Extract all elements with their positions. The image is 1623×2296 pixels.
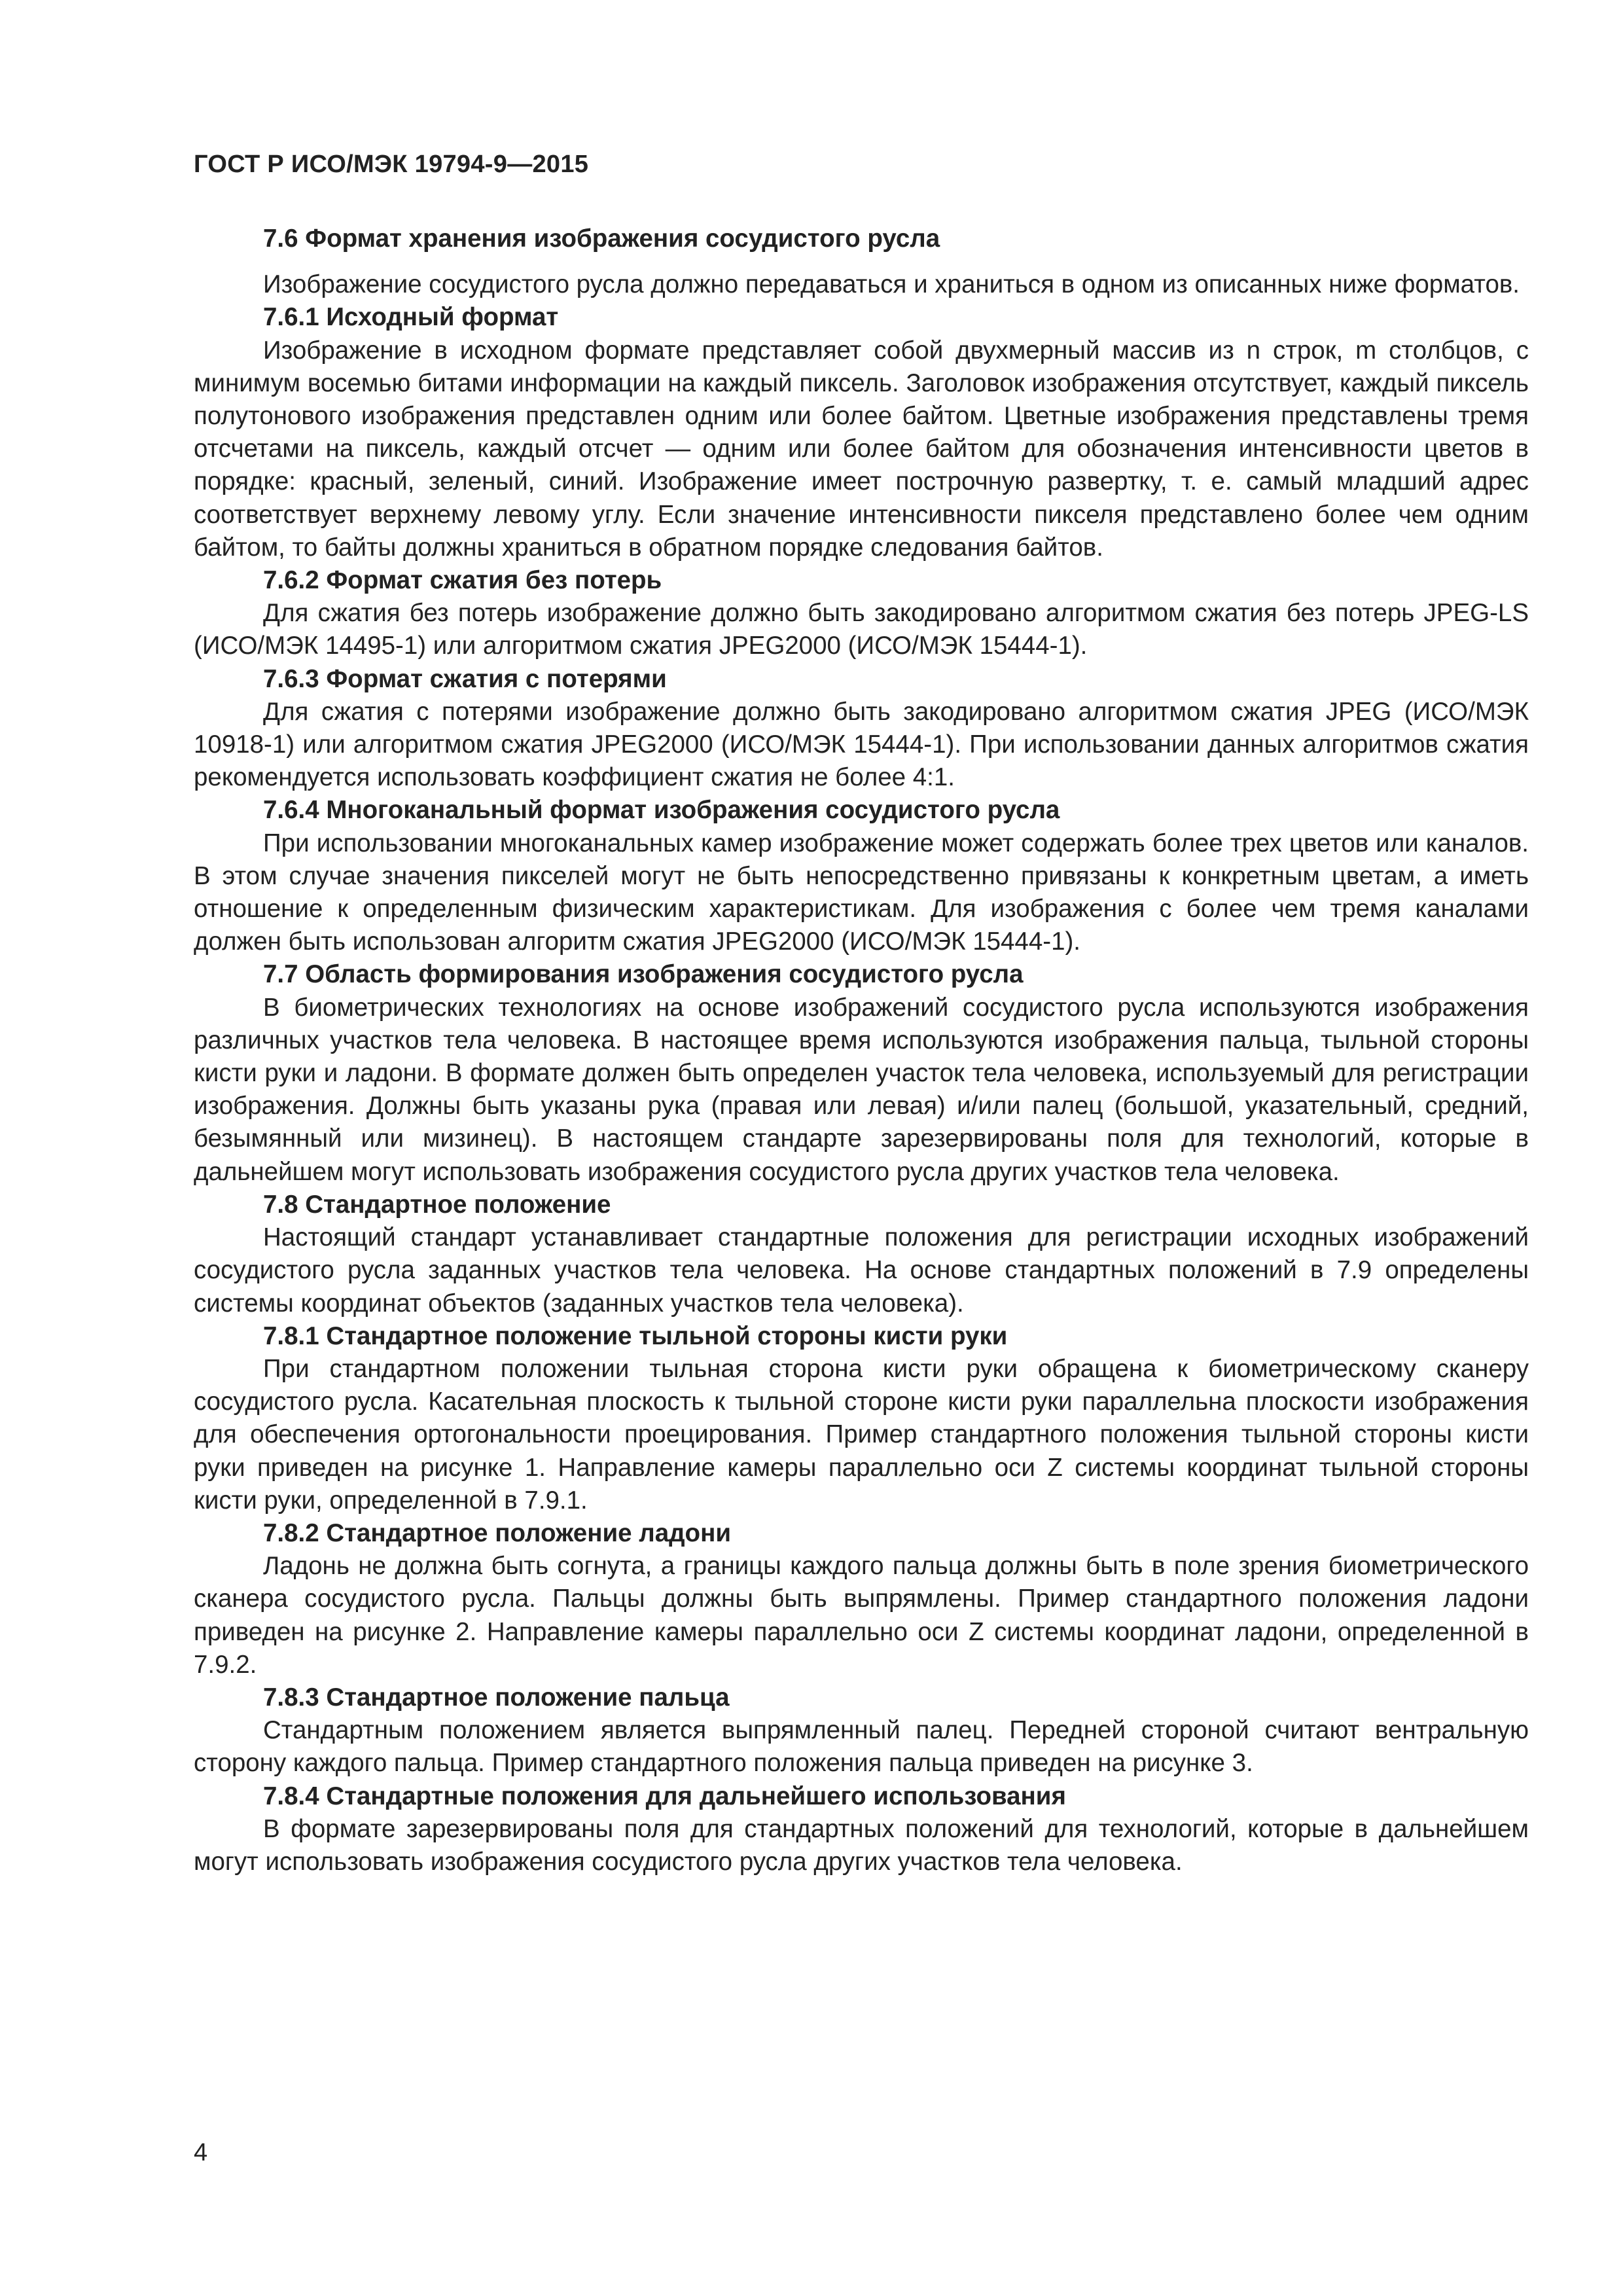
paragraph-7-8-4: В формате зарезервированы поля для стандартных положений для технологий, которые в дальнейшем могут использовать изображения сосудистого русла других участков тела человека. [194,1814,1529,1876]
paragraph-7-6-3: Для сжатия с потерями изображение должно быть закодировано алгоритмом сжатия JPEG (ИСО/МЭК 10918-1) или алгоритмом сжатия JPEG2000 (ИСО/МЭК 15444-1). При использовании данных алгоритмов сжатия рекомендуется использовать коэффициент сжатия не более 4:1. [194,697,1529,792]
paragraph-7-8-3: Стандартным положением является выпрямленный палец. Передней стороной считают вентральную сторону каждого пальца. Пример стандартного положения пальца приведен на рисунке 3. [194,1716,1529,1778]
section-heading-7-8: 7.8 Стандартное положение [263,1190,611,1219]
section-heading-7-6-1: 7.6.1 Исходный формат [263,303,559,332]
paragraph-7-8-1: При стандартном положении тыльная сторона кисти руки обращена к биометрическому сканеру сосудистого русла. Касательная плоскость к тыльной стороне кисти руки параллельна плоскости изображения для обеспечения ортогональности проецирования. Пример стандартного положения тыльной стороны кисти руки приведен на рисунке 1. Направление камеры параллельно оси Z системы координат тыльной стороны кисти руки, определенной в 7.9.1. [194,1354,1529,1515]
paragraph-7-6-4: При использовании многоканальных камер изображение может содержать более трех цветов или каналов. В этом случае значения пикселей могут не быть непосредственно привязаны к конкретным цветам, а иметь отношение к определенным физическим характеристикам. Для изображения с более чем тремя каналами должен быть использован алгоритм сжатия JPEG2000 (ИСО/МЭК 15444-1). [194,829,1529,956]
section-heading-7-6: 7.6 Формат хранения изображения сосудистого русла [263,224,940,253]
page-header: ГОСТ Р ИСО/МЭК 19794-9—2015 [194,151,589,178]
section-heading-7-8-2: 7.8.2 Стандартное положение ладони [263,1518,731,1547]
section-heading-7-6-2: 7.6.2 Формат сжатия без потерь [263,566,662,595]
section-heading-7-6-3: 7.6.3 Формат сжатия с потерями [263,664,667,693]
page-number: 4 [194,2139,208,2166]
paragraph-7-6-2: Для сжатия без потерь изображение должно быть закодировано алгоритмом сжатия без потерь JPEG-LS (ИСО/МЭК 14495-1) или алгоритмом сжатия JPEG2000 (ИСО/МЭК 15444-1). [194,599,1529,660]
section-heading-7-8-1: 7.8.1 Стандартное положение тыльной стороны кисти руки [263,1321,1008,1350]
section-heading-7-8-3: 7.8.3 Стандартное положение пальца [263,1683,730,1712]
paragraph-7-6-1: Изображение в исходном формате представляет собой двухмерный массив из n строк, m столбцов, с минимум восемью битами информации на каждый пиксель. Заголовок изображения отсутствует, каждый пиксель полутонового изображения представлен одним или более байтом. Цветные изображения представлены тремя отсчетами на пиксель, каждый отсчет — одним или более байтом для обозначения интенсивности цветов в порядке: красный, зеленый, синий. Изображение имеет построчную развертку, т. е. самый младший адрес соответствует верхнему левому углу. Если значение интенсивности пикселя представлено более чем одним байтом, то байты должны храниться в обратном порядке следования байтов. [194,336,1529,562]
section-heading-7-8-4: 7.8.4 Стандартные положения для дальнейшего использования [263,1782,1066,1810]
paragraph-7-8-2: Ладонь не должна быть согнута, а границы каждого пальца должны быть в поле зрения биометрического сканера сосудистого русла. Пальцы должны быть выпрямлены. Пример стандартного положения ладони приведен на рисунке 2. Направление камеры параллельно оси Z системы координат ладони, определенной в 7.9.2. [194,1552,1529,1679]
section-heading-7-6-4: 7.6.4 Многоканальный формат изображения сосудистого русла [263,796,1060,825]
paragraph-7-7: В биометрических технологиях на основе изображений сосудистого русла используются изображения различных участков тела человека. В настоящее время используются изображения пальца, тыльной стороны кисти руки и ладони. В формате должен быть определен участок тела человека, используемый для регистрации изображения. Должны быть указаны рука (правая или левая) и/или палец (большой, указательный, средний, безымянный или мизинец). В настоящем стандарте зарезервированы поля для технологий, которые в дальнейшем могут использовать изображения сосудистого русла других участков тела человека. [194,993,1529,1186]
document-body [194,223,1529,1878]
paragraph-7-6: Изображение сосудистого русла должно передаваться и храниться в одном из описанных ниже форматов. [263,270,1520,299]
paragraph-7-8: Настоящий стандарт устанавливает стандартные положения для регистрации исходных изображений сосудистого русла заданных участков тела человека. На основе стандартных положений в 7.9 определены системы координат объектов (заданных участков тела человека). [194,1223,1529,1318]
section-heading-7-7: 7.7 Область формирования изображения сосудистого русла [263,960,1024,989]
